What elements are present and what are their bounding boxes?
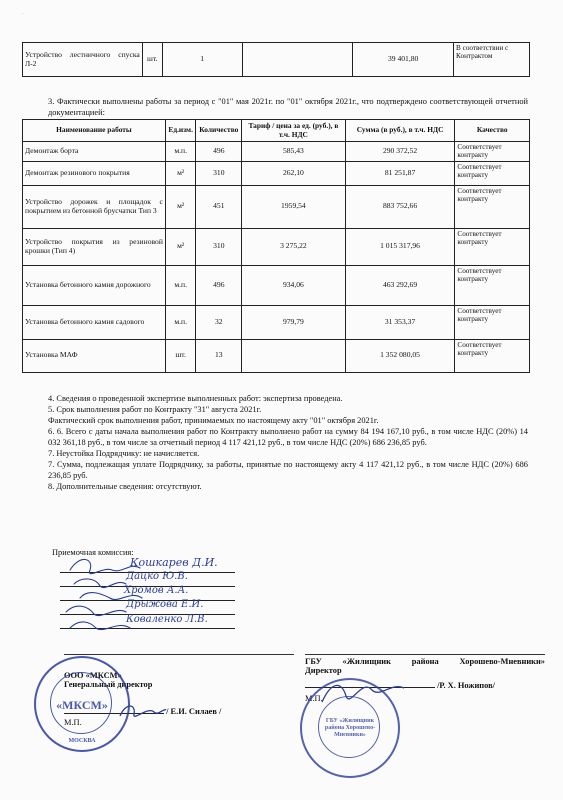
cell-sum: 81 251,87 xyxy=(345,161,455,185)
cell-qty: 13 xyxy=(196,339,242,372)
cell-price: 979,79 xyxy=(242,305,346,339)
cell-price xyxy=(242,43,353,77)
cell-qty: 310 xyxy=(196,161,242,185)
cell-unit: м² xyxy=(165,185,196,228)
cell-name: Установка бетонного камня садового xyxy=(23,305,166,339)
cell-qty: 451 xyxy=(196,185,242,228)
header-price: Тариф / цена за ед. (руб.), в т.ч. НДС xyxy=(242,120,346,142)
contractor-title: Генеральный директор xyxy=(64,680,153,689)
paragraph-5: 5. Срок выполнения работ по Контракту "31" августа 2021г. xyxy=(48,405,262,414)
cell-name: Установка МАФ xyxy=(23,339,166,372)
table-row xyxy=(23,142,530,162)
cell-sum: 463 292,69 xyxy=(345,265,455,305)
cell-name: Устройство лестничного спуска Л-2 xyxy=(23,43,143,77)
customer-stamp-text: ГБУ «Жилищник района Хорошево-Мневники» xyxy=(324,718,376,738)
works-table xyxy=(22,119,530,373)
cell-unit: м.п. xyxy=(165,142,196,162)
table-row xyxy=(23,228,530,265)
cell-price xyxy=(242,339,346,372)
customer-title: Директор xyxy=(305,666,342,675)
cell-name: Устройство дорожек и площадок с покрытием из бетонной брусчатки Тип 3 xyxy=(23,185,166,228)
top-table xyxy=(22,42,530,77)
cell-quality: В соответствии с Контрактом xyxy=(454,43,530,77)
cell-qty: 1 xyxy=(162,43,242,77)
contractor-stamp-ring-text: МОСКВА xyxy=(68,738,96,744)
signature-3: Хромов А.А. xyxy=(124,585,189,596)
cell-sum: 1 352 080,05 xyxy=(345,339,455,372)
table-row xyxy=(23,43,530,77)
header-qty: Количество xyxy=(196,120,242,142)
cell-qty: 496 xyxy=(196,142,242,162)
table-row xyxy=(23,161,530,185)
cell-quality: Соответствует контракту xyxy=(455,185,530,228)
contractor-signature-graphic xyxy=(118,700,168,722)
cell-quality: Соответствует контракту xyxy=(455,339,530,372)
paragraph-6: 6. 6. Всего с даты начала выполнения работ по Контракту выполнено работ на сумму 84 194 167,10 руб., в том числе НДС (20%) 14 032 361,18 руб., в том числе за отчетный период 4 117 421,12 руб., в том числе НДС (20%) 686 236,85 руб. xyxy=(48,427,528,447)
cell-sum: 39 401,80 xyxy=(353,43,454,77)
cell-quality: Соответствует контракту xyxy=(455,228,530,265)
cell-qty: 32 xyxy=(196,305,242,339)
paragraph-4: 4. Сведения о проведенной экспертизе выполненных работ: экспертиза проведена. xyxy=(48,394,343,403)
paragraph-8: 8. Дополнительные сведения: отсутствуют. xyxy=(48,482,202,491)
header-unit: Ед.изм. xyxy=(165,120,196,142)
table-header-row xyxy=(23,120,530,142)
customer-mp: М.П. xyxy=(305,694,323,703)
page-corner-mark: . xyxy=(22,8,24,16)
cell-unit: м² xyxy=(165,161,196,185)
table-row xyxy=(23,339,530,372)
signature-1: Кошкарев Д.И. xyxy=(130,556,218,569)
cell-name: Демонтаж резинового покрытия xyxy=(23,161,166,185)
cell-price: 934,06 xyxy=(242,265,346,305)
contractor-org: ООО «МКСМ» xyxy=(64,671,122,680)
contractor-mp: М.П. xyxy=(64,718,82,727)
cell-sum: 1 015 317,96 xyxy=(345,228,455,265)
contractor-name: / Е.И. Силаев / xyxy=(166,707,222,716)
contractor-stamp-text: «МКСМ» xyxy=(56,698,108,712)
cell-unit: м.п. xyxy=(165,265,196,305)
cell-name: Демонтаж борта xyxy=(23,142,166,162)
cell-quality: Соответствует контракту xyxy=(455,305,530,339)
cell-price: 1959,54 xyxy=(242,185,346,228)
customer-signature-graphic xyxy=(318,672,408,712)
header-quality: Качество xyxy=(455,120,530,142)
contractor-stamp xyxy=(34,656,130,752)
table-row xyxy=(23,265,530,305)
commission-label: Приемочная комиссия: xyxy=(52,548,134,557)
conclusions xyxy=(48,393,528,492)
paragraph-7-payment: 7. Сумма, подлежащая уплате Подрядчику, за работы, принятые по настоящему акту 4 117 421,12 руб., в том числе НДС (20%) 686 236,85 руб. xyxy=(48,460,528,480)
cell-price: 3 275,22 xyxy=(242,228,346,265)
customer-name: /Р. Х. Ножипов/ xyxy=(437,681,495,690)
table-row xyxy=(23,305,530,339)
cell-name: Установка бетонного камня дорожного xyxy=(23,265,166,305)
signature-2: Дацко Ю.В. xyxy=(126,571,188,582)
section-3-text: 3. Фактически выполнены работы за период с "01" мая 2021г. по "01" октября 2021г., что подтверждено соответствующей отчетной документацией: xyxy=(48,97,528,117)
cell-price: 262,10 xyxy=(242,161,346,185)
cell-unit: шт. xyxy=(165,339,196,372)
cell-qty: 496 xyxy=(196,265,242,305)
cell-price: 585,43 xyxy=(242,142,346,162)
cell-sum: 31 353,37 xyxy=(345,305,455,339)
customer-org: ГБУ «Жилищник района Хорошево-Мневники» xyxy=(305,657,545,666)
cell-sum: 883 752,66 xyxy=(345,185,455,228)
header-name: Наименование работы xyxy=(23,120,166,142)
signature-4: Дрыжова Е.И. xyxy=(126,599,204,610)
paragraph-5-actual: Фактический срок выполнения работ, принимаемых по настоящему акту "01" октября 2021г. xyxy=(48,416,379,425)
cell-unit: шт. xyxy=(142,43,162,77)
cell-unit: м² xyxy=(165,228,196,265)
paragraph-7-penalty: 7. Неустойка Подрядчику: не начисляется. xyxy=(48,449,200,458)
signature-5: Коваленко Л.В. xyxy=(126,614,208,625)
table-row xyxy=(23,185,530,228)
header-sum: Сумма (в руб.), в т.ч. НДС xyxy=(345,120,455,142)
cell-name: Устройство покрытия из резиновой крошки (Тип 4) xyxy=(23,228,166,265)
cell-unit: м.п. xyxy=(165,305,196,339)
cell-quality: Соответствует контракту xyxy=(455,142,530,162)
cell-quality: Соответствует контракту xyxy=(455,265,530,305)
cell-sum: 290 372,52 xyxy=(345,142,455,162)
cell-qty: 310 xyxy=(196,228,242,265)
cell-quality: Соответствует контракту xyxy=(455,161,530,185)
